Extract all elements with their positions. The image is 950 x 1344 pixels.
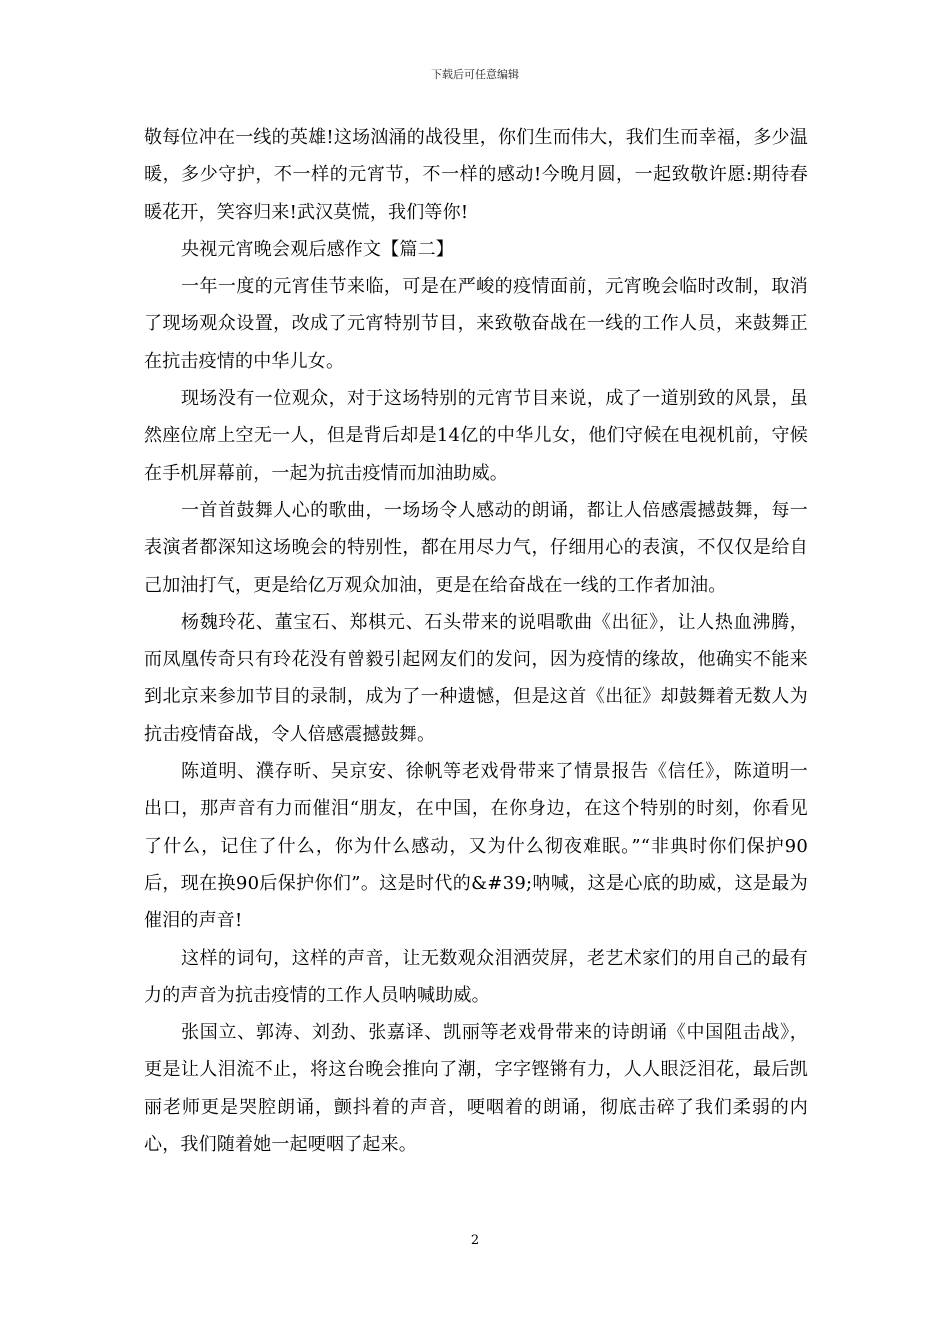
paragraph: 这样的词句，这样的声音，让无数观众泪洒荧屏，老艺术家们的用自己的最有力的声音为抗击疫情的工作人员呐喊助威。 bbox=[144, 947, 808, 1006]
paragraph-continuation: 敬每位冲在一线的英雄!这场汹涌的战役里，你们生而伟大，我们生而幸福，多少温暖，多少守护，不一样的元宵节，不一样的感动!今晚月圆，一起致敬许愿:期待春暖花开，笑容归来!武汉莫慌，我们等你! bbox=[144, 127, 808, 223]
paragraph: 陈道明、濮存昕、吴京安、徐帆等老戏骨带来了情景报告《信任》，陈道明一出口，那声音有力而催泪“朋友，在中国，在你身边，在这个特别的时刻，你看见了什么，记住了什么，你为什么感动，又为什么彻夜难眠。”“非典时你们保护90后，现在换90后保护你们”。这是时代的&#39;呐喊，这是心底的助威，这是最为催泪的声音! bbox=[144, 761, 808, 932]
paragraph: 一年一度的元宵佳节来临，可是在严峻的疫情面前，元宵晚会临时改制，取消了现场观众设置，改成了元宵特别节目，来致敬奋战在一线的工作人员，来鼓舞正在抗击疫情的中华儿女。 bbox=[144, 276, 808, 372]
download-note: 下载后可任意编辑 bbox=[431, 68, 519, 81]
paragraph: 杨魏玲花、董宝石、郑棋元、石头带来的说唱歌曲《出征》，让人热血沸腾，而凤凰传奇只有玲花没有曾毅引起网友们的发问，因为疫情的缘故，他确实不能来到北京来参加节目的录制，成为了一种遗憾，但是这首《出征》却鼓舞着无数人为抗击疫情奋战，令人倍感震撼鼓舞。 bbox=[144, 611, 808, 745]
section-heading: 央视元宵晚会观后感作文【篇二】 bbox=[181, 238, 454, 260]
paragraph: 一首首鼓舞人心的歌曲，一场场令人感动的朗诵，都让人倍感震撼鼓舞，每一表演者都深知这场晚会的特别性，都在用尽力气，仔细用心的表演，不仅仅是给自己加油打气，更是给亿万观众加油，更是在给奋战在一线的工作者加油。 bbox=[144, 499, 808, 596]
paragraph: 张国立、郭涛、刘劲、张嘉译、凯丽等老戏骨带来的诗朗诵《中国阻击战》，更是让人泪流不止，将这台晚会推向了潮，字字铿锵有力，人人眼泛泪花，最后凯丽老师更是哭腔朗诵，颤抖着的声音，哽咽着的朗诵，彻底击碎了我们柔弱的内心，我们随着她一起哽咽了起来。 bbox=[144, 1022, 808, 1156]
page-number: 2 bbox=[470, 1233, 480, 1248]
document-body bbox=[144, 119, 808, 1163]
paragraph: 现场没有一位观众，对于这场特别的元宵节目来说，成了一道别致的风景，虽然座位席上空无一人，但是背后却是14亿的中华儿女，他们守候在电视机前，守候在手机屏幕前，一起为抗击疫情而加油助威。 bbox=[144, 388, 808, 484]
